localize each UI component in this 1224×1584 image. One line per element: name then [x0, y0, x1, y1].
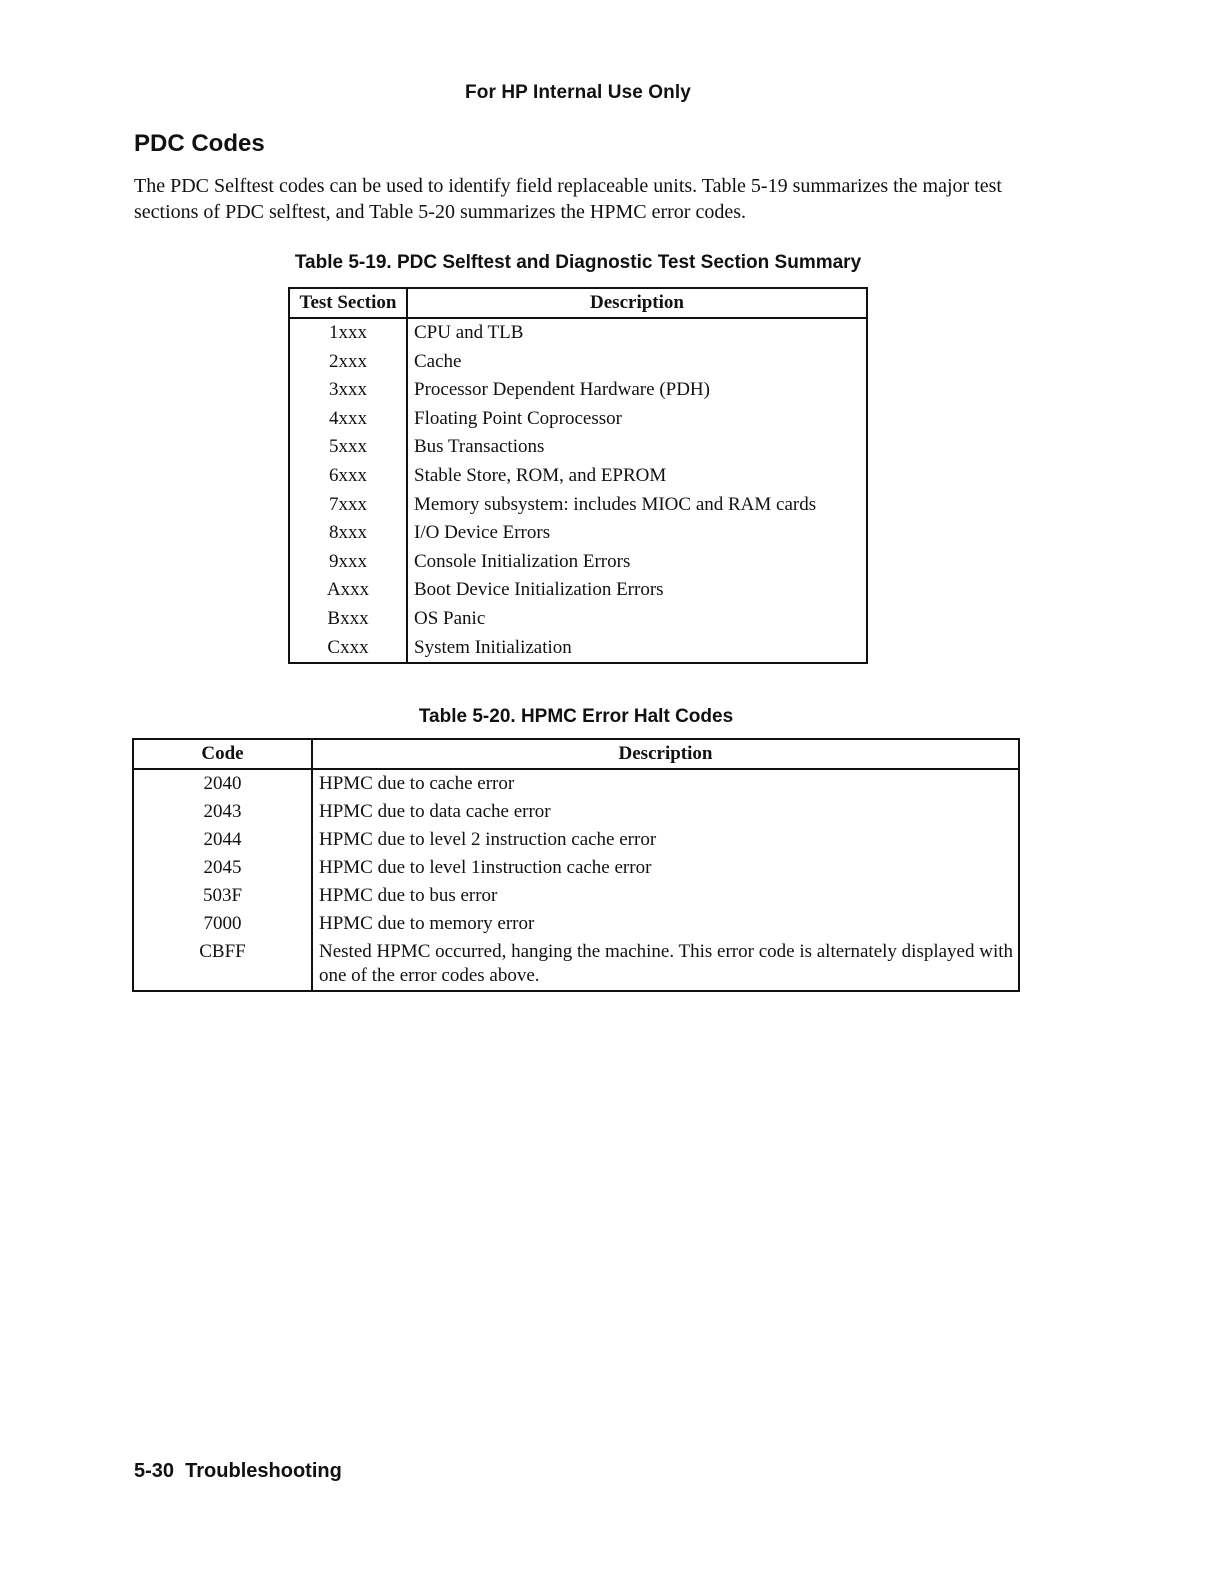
column-header-description: Description [407, 288, 867, 318]
table-row [289, 605, 867, 634]
table-header-row [289, 288, 867, 318]
error-code: 7000 [133, 910, 312, 938]
table-row [133, 910, 1019, 938]
test-section-code: 9xxx [289, 548, 407, 577]
table-row [289, 576, 867, 605]
table-row [289, 348, 867, 377]
table-row [289, 318, 867, 348]
test-section-code: Bxxx [289, 605, 407, 634]
error-description: HPMC due to level 1instruction cache error [319, 857, 652, 878]
table-row [289, 548, 867, 577]
test-section-description: Console Initialization Errors [414, 550, 631, 572]
test-section-code: 4xxx [289, 405, 407, 434]
test-section-code: 8xxx [289, 519, 407, 548]
hpmc-error-table [132, 738, 1020, 992]
test-section-code: 3xxx [289, 376, 407, 405]
test-section-description: System Initialization [414, 636, 572, 658]
test-section-code: 5xxx [289, 433, 407, 462]
test-section-code: 7xxx [289, 491, 407, 520]
error-description: HPMC due to data cache error [319, 801, 551, 822]
test-section-description: Memory subsystem: includes MIOC and RAM cards [414, 493, 817, 515]
page-footer [134, 1460, 342, 1483]
test-section-code: Cxxx [289, 634, 407, 664]
test-section-description: Boot Device Initialization Errors [414, 579, 664, 601]
table-row [133, 798, 1019, 826]
error-code: 2040 [133, 769, 312, 798]
intro-paragraph: The PDC Selftest codes can be used to identify field replaceable units. Table 5-19 summarizes the major test sections of PDC selftest, and Table 5-20 summarizes the HPMC error codes. [134, 175, 1002, 223]
error-code: CBFF [133, 938, 312, 991]
error-code: 2044 [133, 826, 312, 854]
column-header-test-section: Test Section [289, 288, 407, 318]
test-section-code: Axxx [289, 576, 407, 605]
error-description: HPMC due to memory error [319, 913, 535, 934]
test-section-description: Floating Point Coprocessor [414, 407, 622, 429]
test-section-description: CPU and TLB [414, 322, 524, 343]
test-section-description: Cache [414, 350, 462, 372]
test-section-code: 1xxx [289, 318, 407, 348]
test-section-description: I/O Device Errors [414, 522, 551, 544]
table-row [133, 854, 1019, 882]
test-section-code: 6xxx [289, 462, 407, 491]
test-section-code: 2xxx [289, 348, 407, 377]
table-row [133, 769, 1019, 798]
table-row [133, 826, 1019, 854]
table-header-row [133, 739, 1019, 769]
table-row [289, 462, 867, 491]
column-header-code: Code [133, 739, 312, 769]
column-header-description: Description [312, 739, 1019, 769]
table-row [289, 433, 867, 462]
error-code: 2043 [133, 798, 312, 826]
table1-caption: Table 5-19. PDC Selftest and Diagnostic Test Section Summary [294, 252, 862, 273]
error-description: HPMC due to cache error [319, 773, 515, 794]
table2-caption: Table 5-20. HPMC Error Halt Codes [418, 706, 734, 727]
error-code: 2045 [133, 854, 312, 882]
test-section-table [288, 287, 868, 664]
error-description: HPMC due to level 2 instruction cache error [319, 829, 657, 850]
table-row [289, 491, 867, 520]
page-number: 5-30 [134, 1460, 175, 1482]
error-description: HPMC due to bus error [319, 885, 498, 906]
test-section-description: Processor Dependent Hardware (PDH) [414, 379, 710, 401]
error-description: Nested HPMC occurred, hanging the machine. This error code is alternately displayed with one of the error codes above. [319, 941, 1014, 986]
page-header: For HP Internal Use Only [465, 82, 691, 103]
table-row [289, 519, 867, 548]
test-section-description: OS Panic [414, 607, 486, 629]
section-title: PDC Codes [134, 130, 265, 157]
table-row [133, 938, 1019, 991]
footer-section-title: Troubleshooting [185, 1460, 342, 1482]
table-row [289, 405, 867, 434]
test-section-description: Stable Store, ROM, and EPROM [414, 464, 667, 486]
table-row [289, 376, 867, 405]
table-row [133, 882, 1019, 910]
table-row [289, 634, 867, 664]
error-code: 503F [133, 882, 312, 910]
test-section-description: Bus Transactions [414, 436, 545, 458]
